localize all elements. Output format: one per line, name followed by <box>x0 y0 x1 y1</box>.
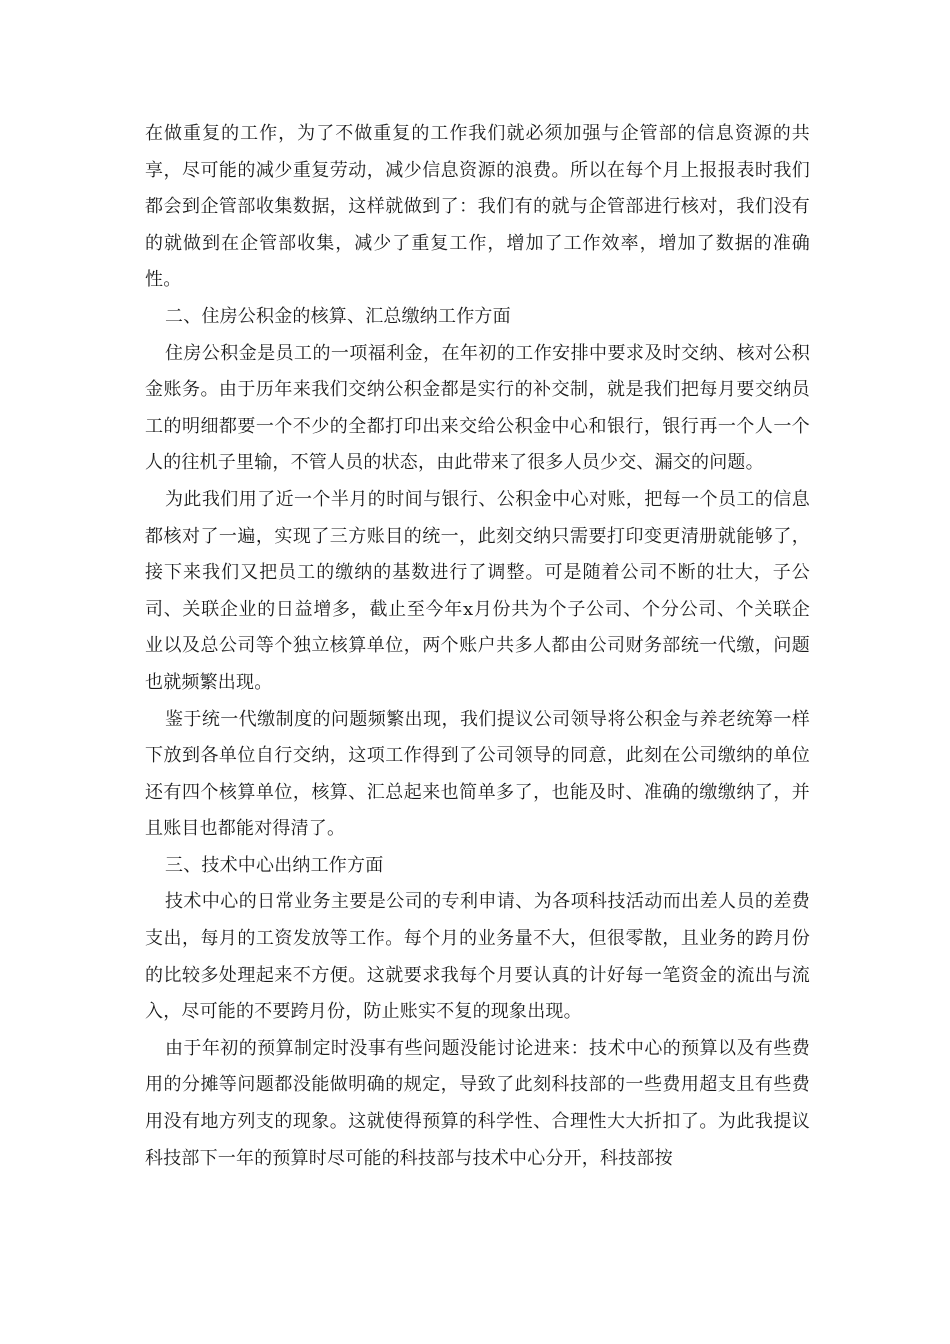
paragraph-3: 为此我们用了近一个半月的时间与银行、公积金中心对账，把每一个员工的信息都核对了一遍，实现了三方账目的统一，此刻交纳只需要打印变更清册就能够了，接下来我们又把员工的缴纳的基数进行了调整。可是随着公司不断的壮大，子公司、关联企业的日益增多，截止至今年x月份共为个子公司、个分公司、个关联企业以及总公司等个独立核算单位，两个账户共多人都由公司财务部统一代缴，问题也就频繁出现。 <box>145 488 810 693</box>
paragraph-4: 鉴于统一代缴制度的问题频繁出现，我们提议公司领导将公积金与养老统筹一样下放到各单位自行交纳，这项工作得到了公司领导的同意，此刻在公司缴纳的单位还有四个核算单位，核算、汇总起来也简单多了，也能及时、准确的缴缴纳了，并且账目也都能对得清了。 <box>145 708 810 840</box>
section-heading-2: 二、住房公积金的核算、汇总缴纳工作方面 <box>165 305 511 327</box>
paragraph-6: 由于年初的预算制定时没事有些问题没能讨论进来：技术中心的预算以及有些费用的分摊等问题都没能做明确的规定，导致了此刻科技部的一些费用超支且有些费用没有地方列支的现象。这就使得预算的科学性、合理性大大折扣了。为此我提议科技部下一年的预算时尽可能的科技部与技术中心分开，科技部按 <box>145 1037 810 1169</box>
paragraph-2: 住房公积金是员工的一项福利金，在年初的工作安排中要求及时交纳、核对公积金账务。由于历年来我们交纳公积金都是实行的补交制，就是我们把每月要交纳员工的明细都要一个不少的全都打印出来交给公积金中心和银行，银行再一个人一个人的往机子里输，不管人员的状态，由此带来了很多人员少交、漏交的问题。 <box>145 342 810 474</box>
document-body <box>145 116 810 1177</box>
paragraph-1: 在做重复的工作，为了不做重复的工作我们就必须加强与企管部的信息资源的共享，尽可能的减少重复劳动，减少信息资源的浪费。所以在每个月上报报表时我们都会到企管部收集数据，这样就做到了：我们有的就与企管部进行核对，我们没有的就做到在企管部收集，减少了重复工作，增加了工作效率，增加了数据的准确性。 <box>145 123 810 291</box>
paragraph-5: 技术中心的日常业务主要是公司的专利申请、为各项科技活动而出差人员的差费支出，每月的工资发放等工作。每个月的业务量不大，但很零散，且业务的跨月份的比较多处理起来不方便。这就要求我每个月要认真的计好每一笔资金的流出与流入，尽可能的不要跨月份，防止账实不复的现象出现。 <box>145 891 810 1023</box>
section-heading-3: 三、技术中心出纳工作方面 <box>165 854 384 876</box>
